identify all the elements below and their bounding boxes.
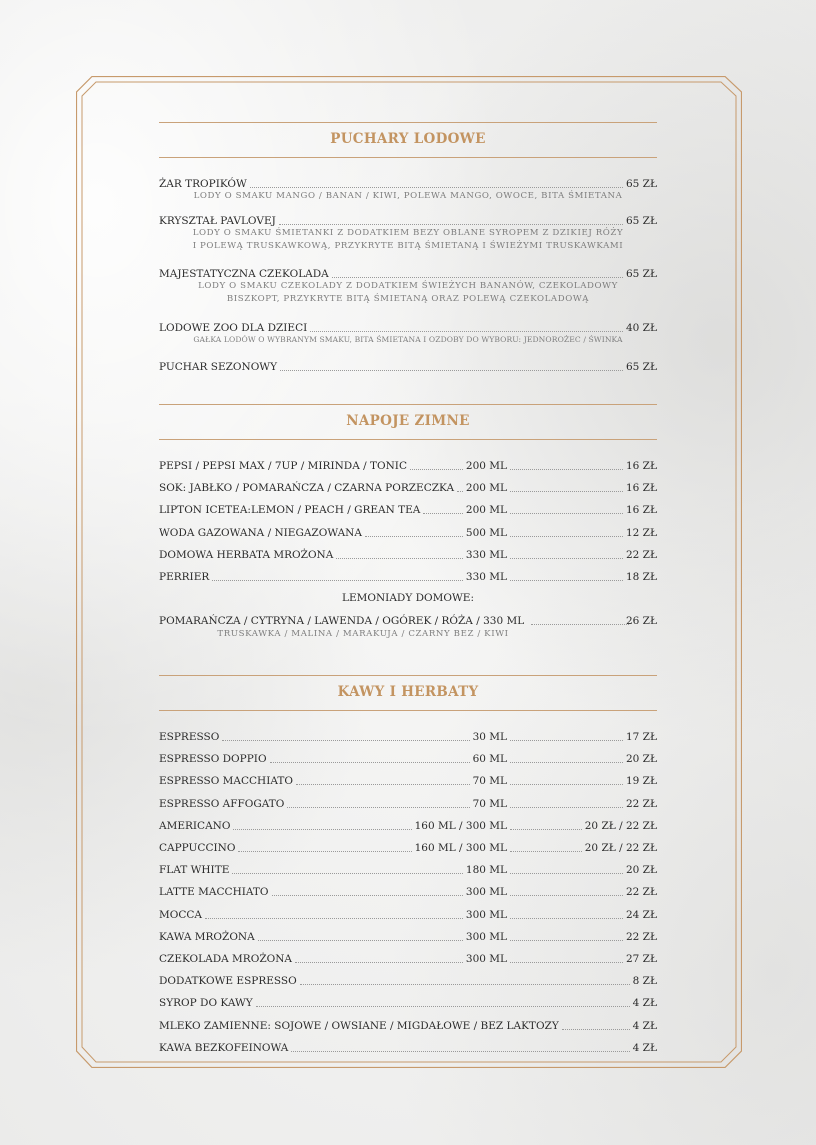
item-name: MLEKO ZAMIENNE: SOJOWE / OWSIANE / MIGDAŁOWE / BEZ LAKTOZY <box>159 1019 559 1032</box>
item-name: SOK: JABŁKO / POMARAŃCZA / CZARNA PORZECZKA <box>159 482 455 495</box>
menu-item <box>159 730 657 744</box>
item-volume: 200 ML <box>465 482 507 495</box>
item-price: 22 ZŁ <box>625 548 657 561</box>
item-volume: 300 ML <box>465 953 507 965</box>
item-name: FLAT WHITE <box>159 864 230 877</box>
item-description: LODY O SMAKU MANGO / BANAN / KIWI, POLEWA MANGO, OWOCE, BITA ŚMIETANA <box>193 191 623 201</box>
item-price: 20 ZŁ / 22 ZŁ <box>584 819 657 832</box>
item-price: 12 ZŁ <box>625 526 657 539</box>
menu-item <box>159 267 657 281</box>
item-volume: 300 ML <box>465 886 507 899</box>
item-volume: 300 ML <box>465 908 507 921</box>
item-volume: 30 ML <box>472 731 507 743</box>
menu-item <box>159 1041 657 1055</box>
section-header-coffee <box>159 675 657 711</box>
menu-item <box>159 752 657 766</box>
item-volume: 70 ML <box>472 775 507 788</box>
item-volume: 200 ML <box>465 460 507 472</box>
menu-item <box>159 481 657 495</box>
item-volume: 60 ML <box>472 753 507 766</box>
section-title: KAWY I HERBATY <box>337 684 479 700</box>
item-price: 20 ZŁ <box>625 864 657 877</box>
menu-item <box>159 526 657 540</box>
menu-item <box>159 797 657 811</box>
section-title: PUCHARY LODOWE <box>330 131 486 147</box>
item-name: ESPRESSO MACCHIATO <box>159 775 293 788</box>
item-name: ESPRESSO DOPPIO <box>159 753 267 766</box>
item-volume: 330 ML <box>465 571 507 583</box>
item-price: 26 ZŁ <box>625 615 657 627</box>
menu-item <box>159 214 657 228</box>
item-name: KAWA BEZKOFEINOWA <box>159 1041 289 1054</box>
item-volume: 330 ML <box>465 548 507 561</box>
item-price: 8 ZŁ <box>632 975 657 988</box>
item-price: 24 ZŁ <box>625 908 657 921</box>
item-volume: 180 ML <box>465 864 507 877</box>
menu-item <box>159 908 657 922</box>
item-price: 22 ZŁ <box>625 930 657 943</box>
menu-item <box>159 974 657 988</box>
item-name: AMERICANO <box>159 819 231 832</box>
item-name: POMARAŃCZA / CYTRYNA / LAWENDA / OGÓREK / RÓŻA / 330 ML <box>159 615 525 627</box>
item-price: 20 ZŁ / 22 ZŁ <box>584 842 657 854</box>
menu-item <box>159 503 657 517</box>
item-volume: 160 ML / 300 ML <box>414 842 507 854</box>
item-name: MAJESTATYCZNA CZEKOLADA <box>159 268 329 280</box>
item-price: 22 ZŁ <box>625 886 657 899</box>
item-price: 4 ZŁ <box>632 1041 657 1054</box>
menu-item <box>159 774 657 788</box>
menu-item <box>159 360 657 374</box>
item-price: 4 ZŁ <box>632 1019 657 1032</box>
section-title: NAPOJE ZIMNE <box>346 413 470 429</box>
item-price: 20 ZŁ <box>625 753 657 766</box>
lemonade-description: TRUSKAWKA / MALINA / MARAKUJA / CZARNY BEZ / KIWI <box>217 629 509 639</box>
menu-item-lemonade <box>159 614 657 628</box>
section-header-ice-cream <box>159 122 657 158</box>
item-price: 16 ZŁ <box>625 482 657 495</box>
item-name: DODATKOWE ESPRESSO <box>159 975 297 988</box>
item-price: 18 ZŁ <box>625 571 657 583</box>
item-volume: 160 ML / 300 ML <box>414 819 507 832</box>
lemonade-heading: LEMONIADY DOMOWE: <box>342 592 474 604</box>
item-name: LATTE MACCHIATO <box>159 886 269 899</box>
menu-item <box>159 996 657 1010</box>
item-name: WODA GAZOWANA / NIEGAZOWANA <box>159 526 362 539</box>
menu-item <box>159 952 657 966</box>
item-price: 40 ZŁ <box>625 322 657 334</box>
menu-item <box>159 177 657 191</box>
menu-item <box>159 930 657 944</box>
item-name: SYROP DO KAWY <box>159 997 253 1010</box>
item-description: LODY O SMAKU ŚMIETANKI Z DODATKIEM BEZY OBLANE SYROPEM Z DZIKIEJ RÓŻY <box>192 228 624 238</box>
item-name: PERRIER <box>159 571 210 583</box>
item-description: BISZKOPT, PRZYKRYTE BITĄ ŚMIETANĄ ORAZ POLEWĄ CZEKOLADOWĄ <box>226 293 590 304</box>
item-price: 65 ZŁ <box>625 178 657 190</box>
section-header-cold-drinks <box>159 404 657 440</box>
item-description: I POLEWĄ TRUSKAWKOWĄ, PRZYKRYTE BITĄ ŚMIETANĄ I ŚWIEŻYMI TRUSKAWKAMI <box>192 240 624 251</box>
item-volume: 200 ML <box>465 504 507 517</box>
menu-item <box>159 570 657 584</box>
item-name: LIPTON ICETEA:LEMON / PEACH / GREAN TEA <box>159 504 421 517</box>
item-price: 16 ZŁ <box>625 504 657 517</box>
item-name: CZEKOLADA MROŻONA <box>159 953 292 965</box>
item-description: GAŁKA LODÓW O WYBRANYM SMAKU, BITA ŚMIETANA I OZDOBY DO WYBORU: JEDNOROŻEC / ŚWINKA <box>193 335 623 344</box>
menu-item <box>159 885 657 899</box>
item-price: 19 ZŁ <box>625 775 657 788</box>
item-volume: 500 ML <box>465 526 507 539</box>
menu-item <box>159 548 657 562</box>
item-price: 27 ZŁ <box>625 953 657 965</box>
item-price: 17 ZŁ <box>625 731 657 743</box>
menu-item <box>159 819 657 833</box>
item-description: LODY O SMAKU CZEKOLADY Z DODATKIEM ŚWIEŻYCH BANANÓW, CZEKOLADOWY <box>198 281 618 291</box>
item-name: LODOWE ZOO DLA DZIECI <box>159 322 308 334</box>
item-name: MOCCA <box>159 908 203 921</box>
item-name: PEPSI / PEPSI MAX / 7UP / MIRINDA / TONIC <box>159 460 407 472</box>
item-volume: 300 ML <box>465 930 507 943</box>
menu-item <box>159 459 657 473</box>
item-price: 4 ZŁ <box>632 997 657 1010</box>
item-price: 65 ZŁ <box>625 268 657 280</box>
item-name: PUCHAR SEZONOWY <box>159 361 278 373</box>
item-name: DOMOWA HERBATA MROŻONA <box>159 548 334 561</box>
item-name: KRYSZTAŁ PAVLOVEJ <box>159 215 276 227</box>
item-name: CAPPUCCINO <box>159 842 236 854</box>
item-name: ESPRESSO <box>159 731 220 743</box>
menu-item <box>159 863 657 877</box>
item-price: 16 ZŁ <box>625 460 657 472</box>
menu-item <box>159 1019 657 1033</box>
item-price: 65 ZŁ <box>625 361 657 373</box>
menu-item <box>159 841 657 855</box>
item-name: ŻAR TROPIKÓW <box>159 178 247 190</box>
menu-item <box>159 321 657 335</box>
item-price: 22 ZŁ <box>625 797 657 810</box>
item-name: KAWA MROŻONA <box>159 930 255 943</box>
item-name: ESPRESSO AFFOGATO <box>159 797 285 810</box>
item-volume: 70 ML <box>472 797 507 810</box>
item-price: 65 ZŁ <box>625 215 657 227</box>
